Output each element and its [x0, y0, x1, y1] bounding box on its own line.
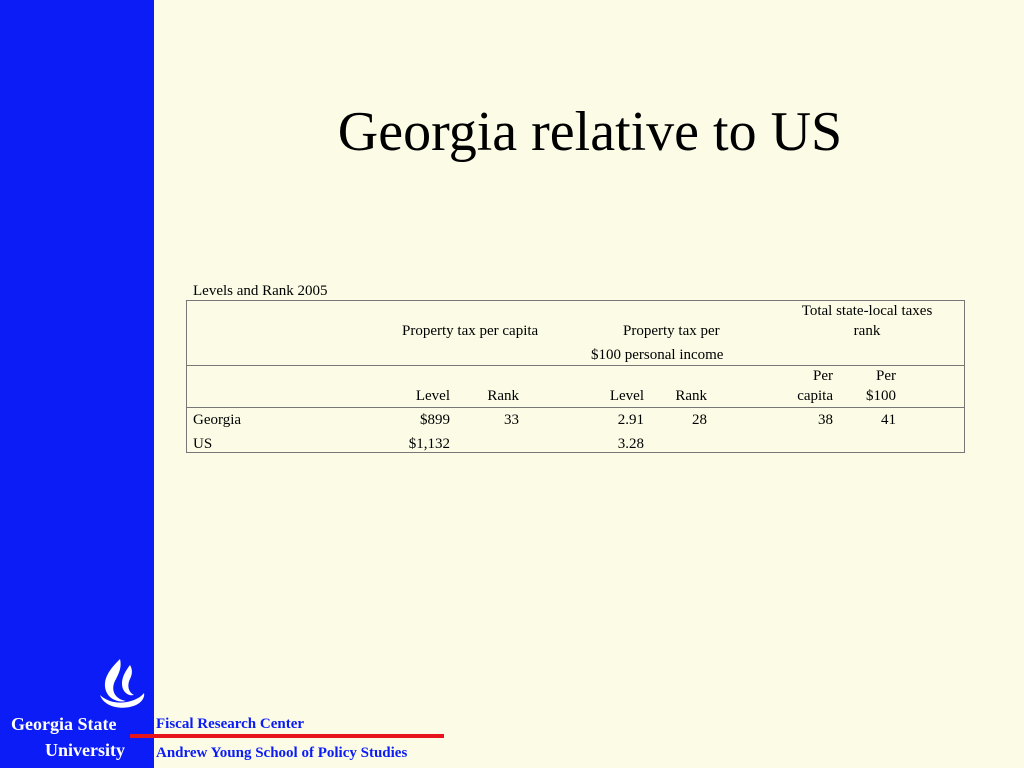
subheader-divider: [187, 407, 964, 408]
subheader-level-2: Level: [609, 388, 644, 404]
school-name-label: Andrew Young School of Policy Studies: [156, 745, 408, 761]
subheader-rank: Rank: [487, 388, 519, 404]
flame-logo-icon: [92, 655, 148, 713]
subheader-level: Level: [415, 388, 450, 404]
header-property-tax-per-income-1: Property tax per: [623, 323, 720, 339]
table-caption: Levels and Rank 2005: [193, 283, 328, 299]
header-property-tax-per-capita: Property tax per capita: [402, 323, 539, 339]
fiscal-research-center-label: Fiscal Research Center: [156, 716, 305, 732]
subheader-per-1: Per: [813, 368, 833, 384]
row-georgia-tot-100: 41: [881, 412, 896, 428]
row-georgia-inc-level: 2.91: [617, 412, 644, 428]
sidebar: [0, 0, 154, 768]
row-georgia-pc-rank: 33: [504, 412, 519, 428]
row-us-pc-level: $1,132: [408, 436, 450, 452]
header-divider: [187, 365, 964, 366]
subheader-rank-2: Rank: [675, 388, 707, 404]
subheader-per-2: Per: [876, 368, 896, 384]
header-total-1: Total state-local taxes: [801, 303, 933, 319]
header-property-tax-per-income-2: $100 personal income: [591, 347, 724, 363]
subheader-capita: capita: [797, 388, 833, 404]
row-georgia-inc-rank: 28: [692, 412, 707, 428]
row-georgia-tot-pc: 38: [818, 412, 833, 428]
university-name-line2: University: [45, 740, 125, 760]
row-us-inc-level: 3.28: [617, 436, 644, 452]
row-us-name: US: [193, 436, 213, 452]
subheader-per-100: $100: [866, 388, 896, 404]
slide-title: Georgia relative to US: [337, 101, 843, 163]
data-table: [186, 300, 965, 453]
footer-red-bar: [130, 734, 444, 738]
row-georgia-name: Georgia: [193, 412, 242, 428]
university-name-line1: Georgia State: [11, 714, 117, 734]
header-total-2: rank: [853, 323, 881, 339]
row-georgia-pc-level: $899: [420, 412, 450, 428]
